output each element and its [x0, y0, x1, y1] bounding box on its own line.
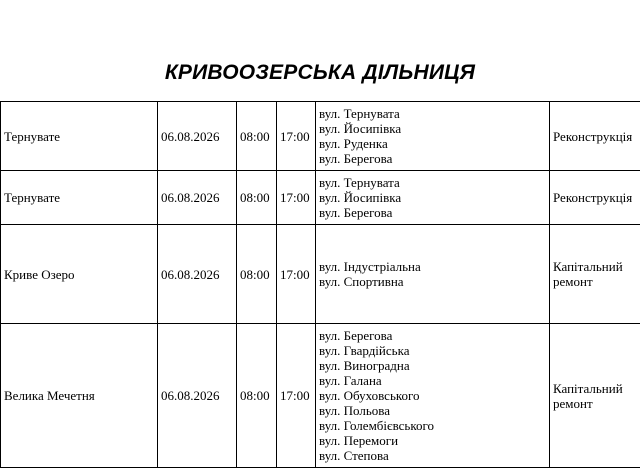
end-time-cell: 17:00: [277, 171, 316, 225]
end-time-cell: 17:00: [277, 225, 316, 324]
start-time-cell: 08:00: [237, 225, 277, 324]
street-item: вул. Йосипівка: [319, 121, 402, 136]
street-item: вул. Берегова: [319, 151, 393, 166]
street-item: вул. Індустріальна: [319, 259, 421, 274]
street-item: вул. Тернувата: [319, 106, 400, 121]
street-item: вул. Берегова: [319, 205, 393, 220]
date-cell: 06.08.2026: [158, 102, 237, 171]
table-row: [1, 225, 640, 324]
street-item: вул. Польова: [319, 403, 390, 418]
work-type-cell: [550, 225, 640, 324]
start-time-cell: 08:00: [237, 171, 277, 225]
street-item: вул. Галана: [319, 373, 382, 388]
end-time-cell: 17:00: [277, 324, 316, 468]
table-row: [1, 171, 640, 225]
work-type-label: Реконструкція: [553, 190, 633, 205]
date-cell: 06.08.2026: [158, 171, 237, 225]
schedule-table: [0, 101, 640, 468]
settlement-cell: Велика Мечетня: [1, 324, 158, 468]
street-item: вул. Виноградна: [319, 358, 410, 373]
table-row: [1, 102, 640, 171]
settlement-cell: Криве Озеро: [1, 225, 158, 324]
work-type-label: Капітальний ремонт: [553, 380, 623, 411]
date-cell: 06.08.2026: [158, 324, 237, 468]
street-item: вул. Тернувата: [319, 175, 400, 190]
streets-cell: [316, 102, 550, 171]
work-type-cell: [550, 171, 640, 225]
work-type-label: Капітальний ремонт: [553, 259, 623, 289]
street-item: вул. Перемоги: [319, 433, 399, 448]
streets-cell: [316, 225, 550, 324]
work-type-cell: [550, 324, 640, 468]
page-title: КРИВООЗЕРСЬКА ДІЛЬНИЦЯ: [164, 61, 476, 84]
street-item: вул. Берегова: [319, 328, 393, 343]
start-time-cell: 08:00: [237, 102, 277, 171]
settlement-cell: Тернувате: [1, 102, 158, 171]
street-item: вул. Руденка: [319, 136, 388, 151]
street-item: вул. Степова: [319, 448, 389, 463]
work-type-label: Реконструкція: [553, 128, 633, 144]
street-item: вул. Гвардійська: [319, 343, 410, 358]
streets-cell: [316, 324, 550, 468]
settlement-cell: Тернувате: [1, 171, 158, 225]
start-time-cell: 08:00: [237, 324, 277, 468]
streets-cell: [316, 171, 550, 225]
table-row: [1, 324, 640, 468]
end-time-cell: 17:00: [277, 102, 316, 171]
street-item: вул. Голембієвського: [319, 418, 435, 433]
street-item: вул. Обуховського: [319, 388, 420, 403]
street-item: вул. Спортивна: [319, 274, 404, 289]
work-type-cell: [550, 102, 640, 171]
street-item: вул. Йосипівка: [319, 190, 402, 205]
date-cell: 06.08.2026: [158, 225, 237, 324]
